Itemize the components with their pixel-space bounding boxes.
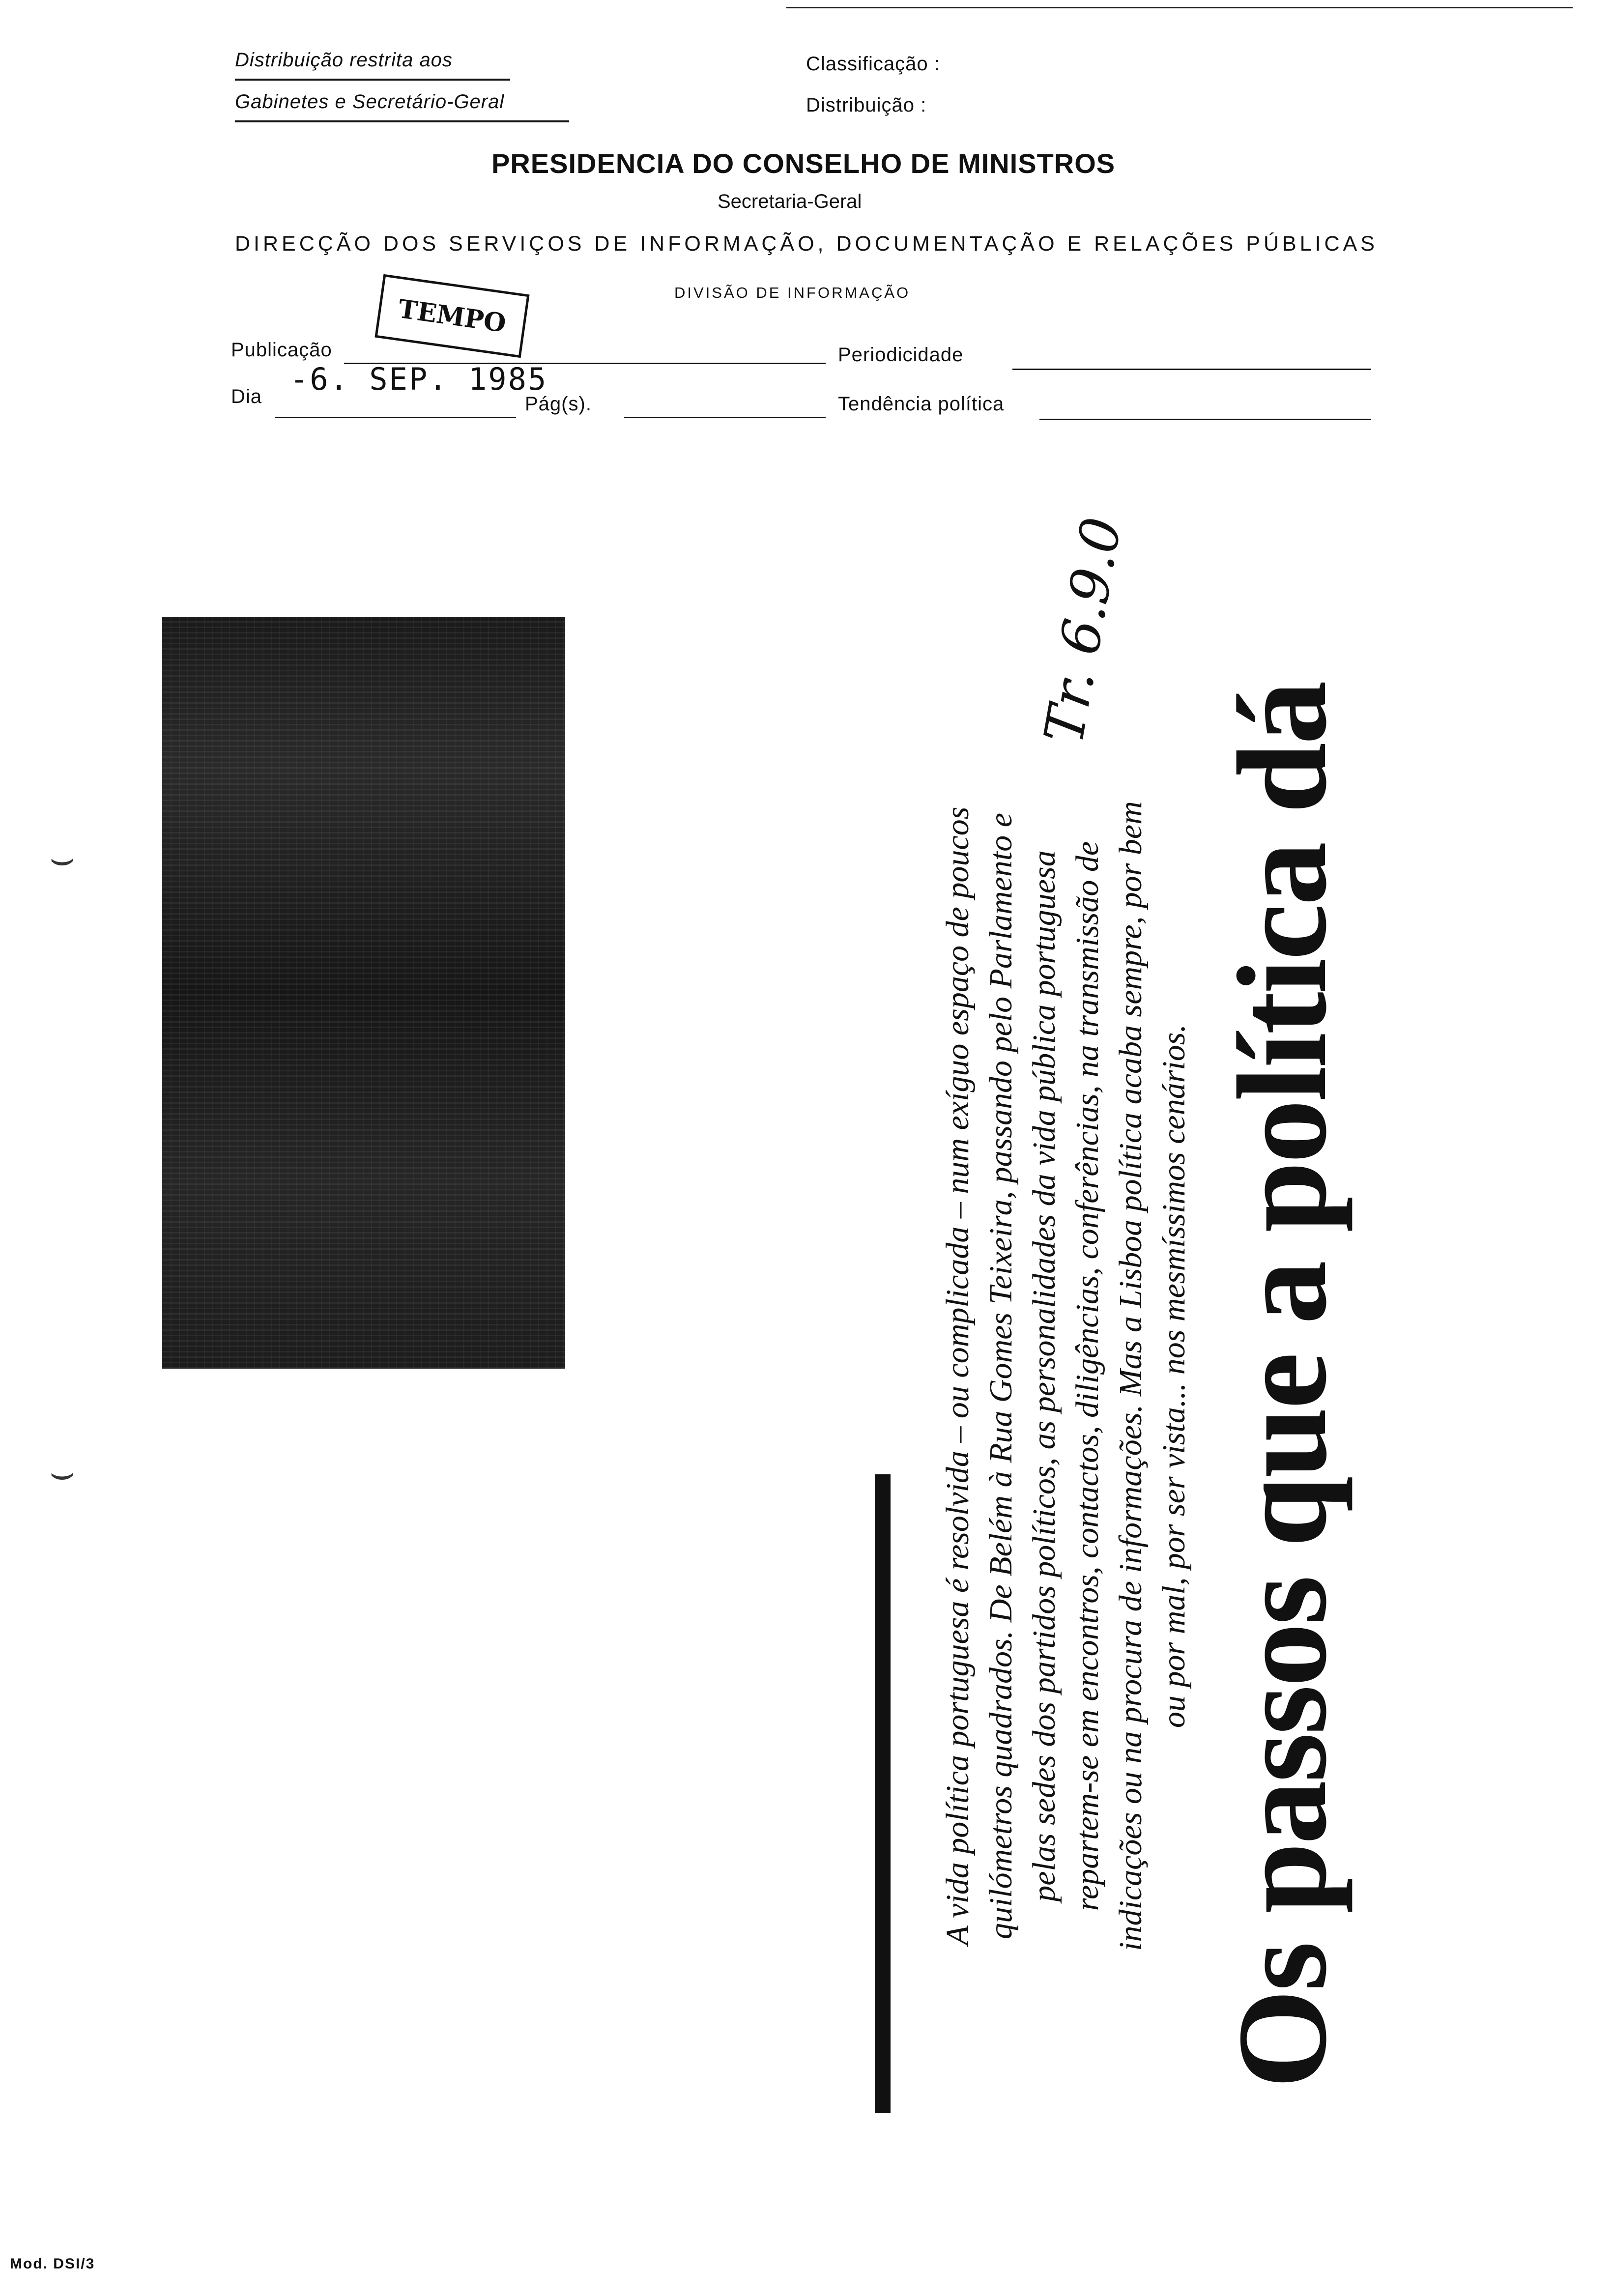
classification-label: Classificação : [806, 53, 940, 75]
page-title: PRESIDENCIA DO CONSELHO DE MINISTROS [491, 148, 1116, 179]
day-label: Dia [231, 386, 262, 407]
distribution-line-2: Gabinetes e Secretário-Geral [235, 91, 505, 113]
article-body-line: A vida política portuguesa é resolvida – ou complicada – num exíguo espaço de poucos [940, 806, 976, 1946]
article-headline: Os passos que a política dá [1211, 682, 1353, 2089]
margin-mark-bottom: ⌣ [49, 1450, 75, 1494]
form-code: Mod. DSI/3 [10, 2256, 95, 2272]
article-body-line: indicações ou na procura de informações. Mas a Lisboa política acaba sempre, por bem [1113, 801, 1149, 1951]
article-body-line: pelas sedes dos partidos políticos, as personalidades da vida pública portuguesa [1026, 850, 1062, 1902]
publication-stamp: TEMPO [374, 274, 529, 358]
division-title: DIVISÃO DE INFORMAÇÃO [674, 284, 911, 301]
top-rule [786, 7, 1573, 8]
publication-label: Publicação [231, 339, 332, 361]
political-tendency-label: Tendência política [838, 393, 1005, 415]
date-stamp: -6. SEP. 1985 [290, 361, 548, 397]
article-body-line: repartem-se em encontros, contactos, diligências, conferências, na transmissão de [1069, 841, 1105, 1911]
periodicity-label: Periodicidade [838, 344, 964, 366]
department-title: DIRECÇÃO DOS SERVIÇOS DE INFORMAÇÃO, DOCUMENTAÇÃO E RELAÇÕES PÚBLICAS [235, 232, 1378, 256]
page-subtitle: Secretaria-Geral [718, 191, 862, 212]
distribution-underline-1 [235, 79, 510, 81]
distribution-line-1: Distribuição restrita aos [235, 49, 453, 71]
article-photo [162, 617, 565, 1369]
pages-field [624, 417, 826, 418]
periodicity-field [1012, 369, 1371, 370]
distribution-label: Distribuição : [806, 94, 927, 116]
article-bar [875, 1474, 891, 2113]
margin-mark-top: ⌣ [49, 836, 75, 880]
political-tendency-field [1039, 419, 1371, 420]
article-body-line: quilómetros quadrados. De Belém à Rua Gomes Teixeira, passando pelo Parlamento e [983, 812, 1019, 1940]
pages-label: Pág(s). [525, 393, 592, 415]
article-body-line: ou por mal, por ser vista... nos mesmíssimos cenários. [1156, 1024, 1192, 1728]
day-field [275, 417, 516, 418]
distribution-underline-2 [235, 120, 569, 122]
article-body [936, 663, 1196, 2089]
handwritten-note: Tr. 6.9.0 [1032, 513, 1134, 748]
